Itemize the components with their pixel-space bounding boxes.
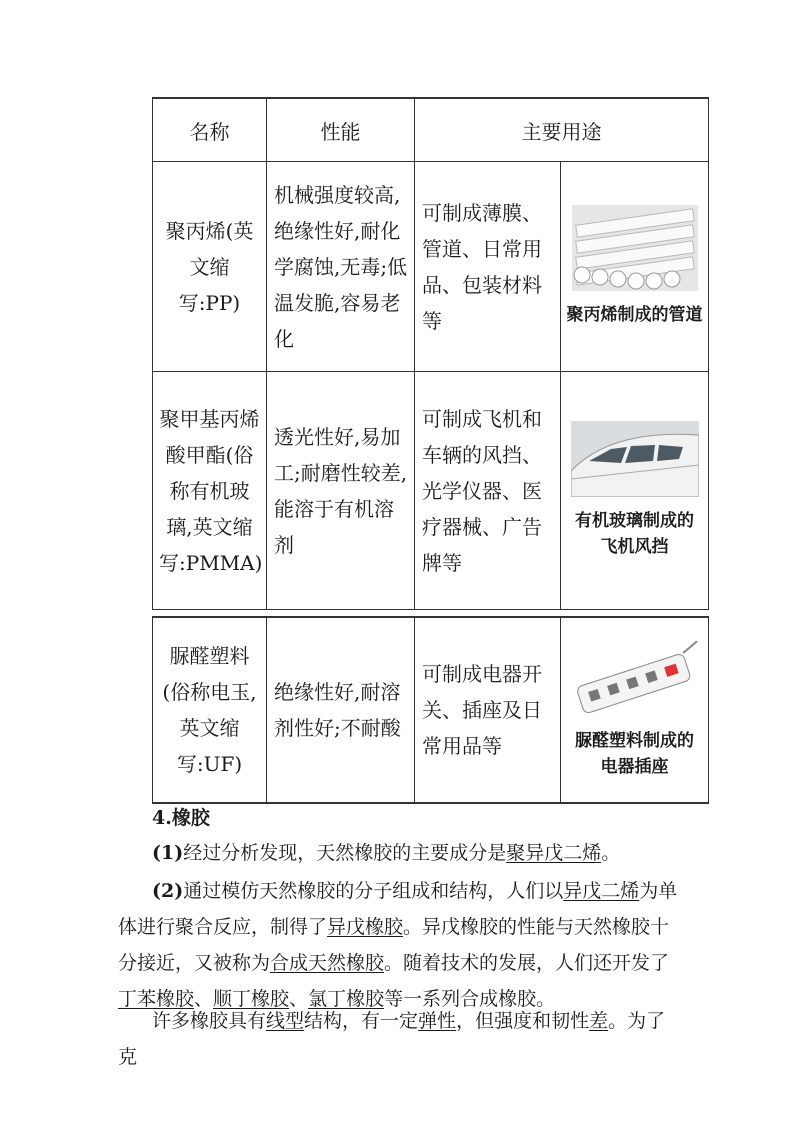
header-name: 名称 [153,98,267,162]
row-name: 聚丙烯(英文缩写:PP) [153,162,267,372]
table-header-row [153,98,709,162]
underlined-term: 丁苯橡胶 [118,988,195,1010]
underlined-term: 顺丁橡胶 [213,988,290,1010]
underlined-term: 氯丁橡胶 [308,988,385,1010]
picture-caption: 聚丙烯制成的管道 [566,305,703,325]
header-property: 性能 [267,98,415,162]
text: 许多橡胶具有 [152,1010,267,1032]
text: 。随着技术的发展，人们还开发了 [384,952,670,974]
table-row [153,372,709,610]
underlined-term: 异戊橡胶 [327,916,404,938]
airplane-windshield-icon [571,421,699,497]
underlined-term: 异戊二烯 [563,880,640,902]
text: 经过分析发现，天然橡胶的主要成分是 [183,842,507,864]
pipes-photo-icon [572,205,698,291]
picture-caption: 有机玻璃制成的飞机风挡 [575,511,694,557]
power-strip-icon [571,641,699,717]
text: 、 [289,988,309,1010]
section-heading: 4.橡胶 [152,807,210,829]
picture-caption: 脲醛塑料制成的电器插座 [575,730,694,777]
row-picture [561,162,709,372]
row-uses: 可制成薄膜、管道、日常用品、包装材料等 [415,162,561,372]
header-uses: 主要用途 [415,98,709,162]
underlined-term: 弹性 [418,1010,457,1032]
text: 为单体进行聚合反应，制得了 [118,880,678,938]
text: 等一系列合成橡胶。 [384,988,556,1010]
item-number: (1) [152,842,184,864]
row-property: 透光性好,易加工;耐磨性较差,能溶于有机溶剂 [267,372,415,610]
row-uses: 可制成飞机和车辆的风挡、光学仪器、医疗器械、广告牌等 [415,372,561,610]
text: 。为了克 [118,1010,666,1068]
underlined-term: 差 [589,1010,609,1032]
table-row [153,162,709,372]
paragraph-2 [118,873,680,1017]
underlined-term: 合成天然橡胶 [270,952,385,974]
item-number: (2) [152,880,184,902]
row-picture [561,372,709,610]
table-row [153,617,709,803]
materials-table [152,97,708,804]
paragraph-3 [118,1003,680,1075]
row-uses: 可制成电器开关、插座及日常用品等 [415,617,561,803]
text: 。 [601,842,621,864]
text: 、 [194,988,214,1010]
paragraph-1 [152,838,620,865]
text: 通过模仿天然橡胶的分子组成和结构，人们以 [183,880,564,902]
underlined-term: 聚异戊二烯 [506,842,602,864]
text: 结构，有一定 [304,1010,419,1032]
row-picture [561,617,709,803]
underlined-term: 线型 [266,1010,305,1032]
row-property: 绝缘性好,耐溶剂性好;不耐酸 [267,617,415,803]
text: ，但强度和韧性 [456,1010,590,1032]
text: 。异戊橡胶的性能与天然橡胶十分接近，又被称为 [118,916,670,974]
row-name: 脲醛塑料(俗称电玉,英文缩写:UF) [153,617,267,803]
row-property: 机械强度较高,绝缘性好,耐化学腐蚀,无毒;低温发脆,容易老化 [267,162,415,372]
row-name: 聚甲基丙烯酸甲酯(俗称有机玻璃,英文缩写:PMMA) [153,372,267,610]
